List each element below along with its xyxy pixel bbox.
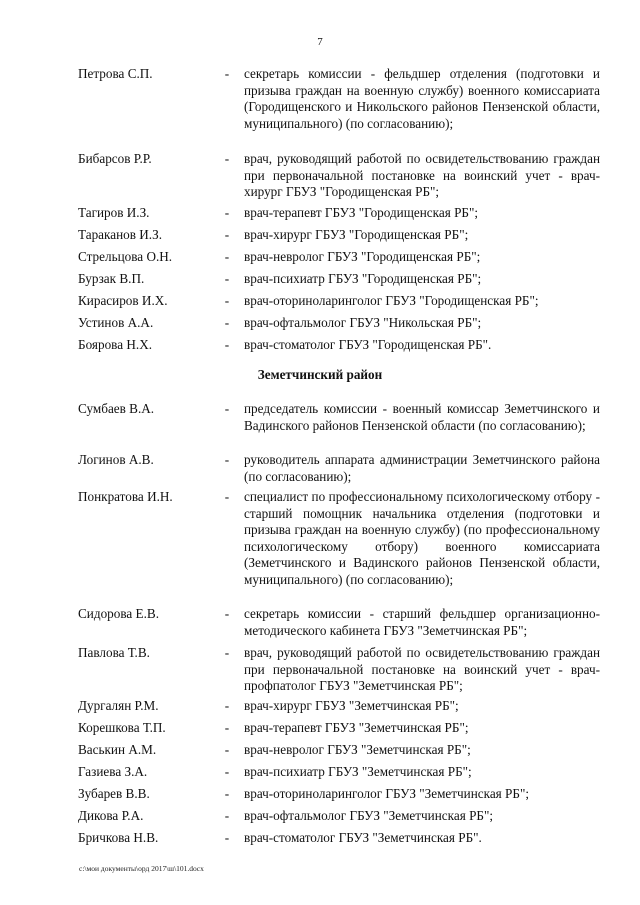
member-name: Логинов А.В.	[78, 452, 154, 467]
member-name: Устинов А.А.	[78, 315, 154, 330]
separator-dash: -	[224, 227, 230, 242]
member-role: специалист по профессиональному психологическому отбору - старший помощник начальника отделения (подготовки и призыва граждан на военную службу) (по профессиональному психологическому отбору) военного комиссариата (Земетчинского и Вадинского районов Пензенской области, муниципального) (по согласованию);	[244, 489, 600, 587]
member-name: Бричкова Н.В.	[78, 830, 159, 845]
separator-dash: -	[224, 645, 230, 660]
member-name: Газиева З.А.	[78, 764, 148, 779]
member-name: Тагиров И.З.	[78, 205, 150, 220]
page-number: 7	[317, 36, 323, 48]
member-name: Сумбаев В.А.	[78, 401, 155, 416]
member-name: Зубарев В.В.	[78, 786, 150, 801]
separator-dash: -	[224, 698, 230, 713]
member-role: врач, руководящий работой по освидетельствованию граждан при первоначальной постановке на воинский учет - врач-профпатолог ГБУЗ "Земетчинская РБ";	[244, 645, 600, 694]
member-name: Павлова Т.В.	[78, 645, 150, 660]
separator-dash: -	[224, 830, 230, 845]
member-name: Стрельцова О.Н.	[78, 249, 173, 264]
separator-dash: -	[224, 271, 230, 286]
member-name: Дикова Р.А.	[78, 808, 144, 823]
member-name: Сидорова Е.В.	[78, 606, 159, 621]
member-role: врач-хирург ГБУЗ "Земетчинская РБ";	[244, 698, 459, 713]
member-role: врач-оториноларинголог ГБУЗ "Земетчинская РБ";	[244, 786, 530, 801]
member-role: руководитель аппарата администрации Земетчинского района (по согласованию);	[244, 452, 600, 484]
separator-dash: -	[224, 808, 230, 823]
separator-dash: -	[224, 786, 230, 801]
separator-dash: -	[224, 66, 230, 81]
member-role: врач, руководящий работой по освидетельствованию граждан при первоначальной постановке на воинский учет - врач-хирург ГБУЗ "Городищенская РБ";	[244, 151, 600, 200]
member-name: Бибарсов Р.Р.	[78, 151, 152, 166]
member-name: Петрова С.П.	[78, 66, 153, 81]
separator-dash: -	[224, 764, 230, 779]
member-role: врач-терапевт ГБУЗ "Городищенская РБ";	[244, 205, 479, 220]
separator-dash: -	[224, 401, 230, 416]
member-name: Кирасиров И.Х.	[78, 293, 168, 308]
member-role: врач-невролог ГБУЗ "Земетчинская РБ";	[244, 742, 471, 757]
member-name: Васькин А.М.	[78, 742, 157, 757]
member-role: врач-стоматолог ГБУЗ "Городищенская РБ".	[244, 337, 492, 352]
member-role: врач-стоматолог ГБУЗ "Земетчинская РБ".	[244, 830, 482, 845]
member-role: председатель комиссии - военный комиссар Земетчинского и Вадинского районов Пензенской области (по согласованию);	[244, 401, 600, 433]
separator-dash: -	[224, 720, 230, 735]
member-role: врач-психиатр ГБУЗ "Земетчинская РБ";	[244, 764, 472, 779]
member-role: врач-оториноларинголог ГБУЗ "Городищенская РБ";	[244, 293, 539, 308]
member-name: Боярова Н.Х.	[78, 337, 153, 352]
separator-dash: -	[224, 452, 230, 467]
section-title: Земетчинский район	[257, 367, 383, 382]
member-role: врач-офтальмолог ГБУЗ "Никольская РБ";	[244, 315, 482, 330]
member-role: врач-офтальмолог ГБУЗ "Земетчинская РБ";	[244, 808, 494, 823]
separator-dash: -	[224, 337, 230, 352]
member-name: Дургалян Р.М.	[78, 698, 159, 713]
member-role: секретарь комиссии - старший фельдшер организационно-методического кабинета ГБУЗ "Земетчинская РБ";	[244, 606, 600, 638]
separator-dash: -	[224, 489, 230, 504]
member-role: секретарь комиссии - фельдшер отделения (подготовки и призыва граждан на военную службу) военного комиссариата (Городищенского и Никольского районов Пензенской области, муниципального) (по согласованию);	[244, 66, 600, 131]
member-role: врач-невролог ГБУЗ "Городищенская РБ";	[244, 249, 481, 264]
separator-dash: -	[224, 606, 230, 621]
separator-dash: -	[224, 315, 230, 330]
member-name: Бурзак В.П.	[78, 271, 145, 286]
member-name: Корешкова Т.П.	[78, 720, 166, 735]
member-role: врач-терапевт ГБУЗ "Земетчинская РБ";	[244, 720, 469, 735]
member-role: врач-хирург ГБУЗ "Городищенская РБ";	[244, 227, 469, 242]
member-name: Тараканов И.З.	[78, 227, 162, 242]
member-name: Понкратова И.Н.	[78, 489, 173, 504]
separator-dash: -	[224, 151, 230, 166]
member-role: врач-психиатр ГБУЗ "Городищенская РБ";	[244, 271, 482, 286]
footer-file-path: c:\мои документы\орд 2017\ш\101.docx	[79, 864, 204, 873]
separator-dash: -	[224, 293, 230, 308]
separator-dash: -	[224, 742, 230, 757]
separator-dash: -	[224, 205, 230, 220]
separator-dash: -	[224, 249, 230, 264]
